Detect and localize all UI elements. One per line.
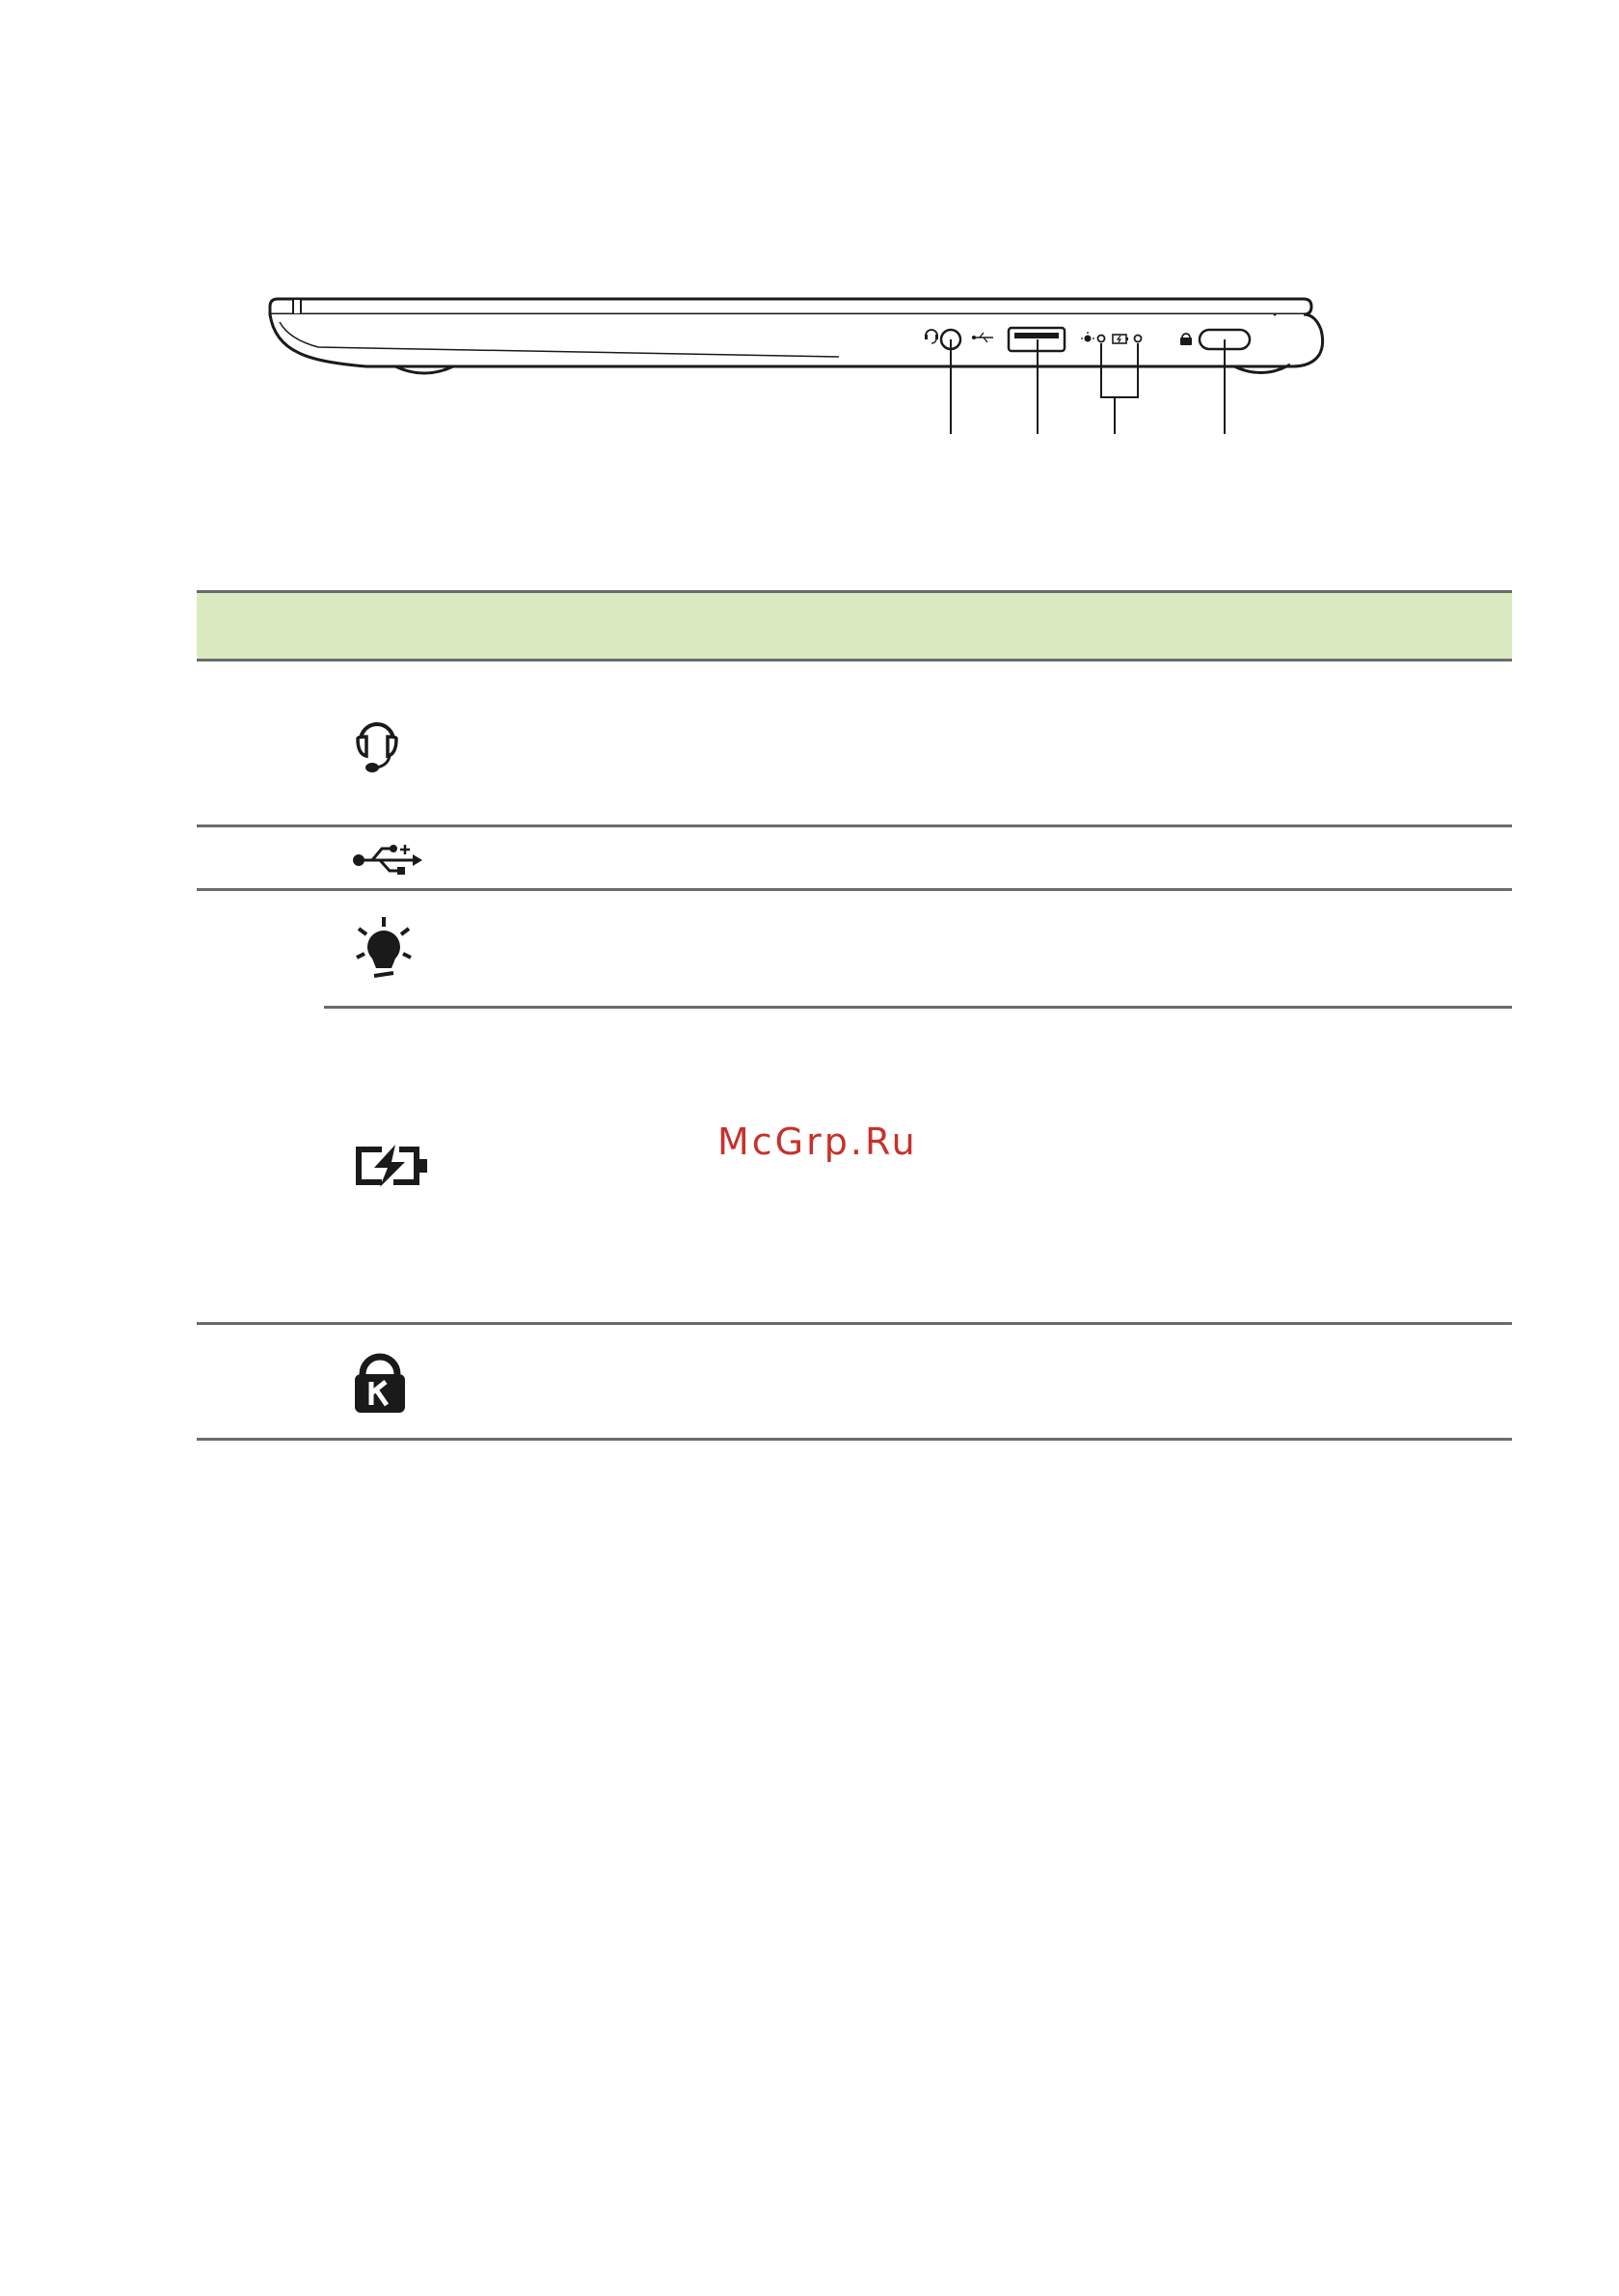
- kensington-lock-icon: [353, 1351, 407, 1413]
- ports-table: [197, 590, 1512, 1441]
- watermark: McGrp.Ru: [717, 1121, 918, 1163]
- table-row: [197, 1324, 1512, 1440]
- table-row: [197, 826, 1512, 890]
- battery-led: [1135, 336, 1142, 342]
- laptop-side-view: [260, 280, 1340, 434]
- power-led: [1098, 336, 1105, 342]
- headset-icon: [353, 712, 401, 775]
- table-row: [197, 890, 1512, 1008]
- laptop-base: [270, 314, 1323, 366]
- table-row: [197, 661, 1512, 826]
- usb-icon: [353, 841, 422, 876]
- battery-charging-icon: [353, 1145, 430, 1187]
- table-header: [197, 592, 1512, 661]
- hinge-mark: [293, 299, 301, 314]
- table-row: [197, 1008, 1512, 1324]
- laptop-lid: [270, 299, 1311, 314]
- power-led-icon: [353, 915, 415, 983]
